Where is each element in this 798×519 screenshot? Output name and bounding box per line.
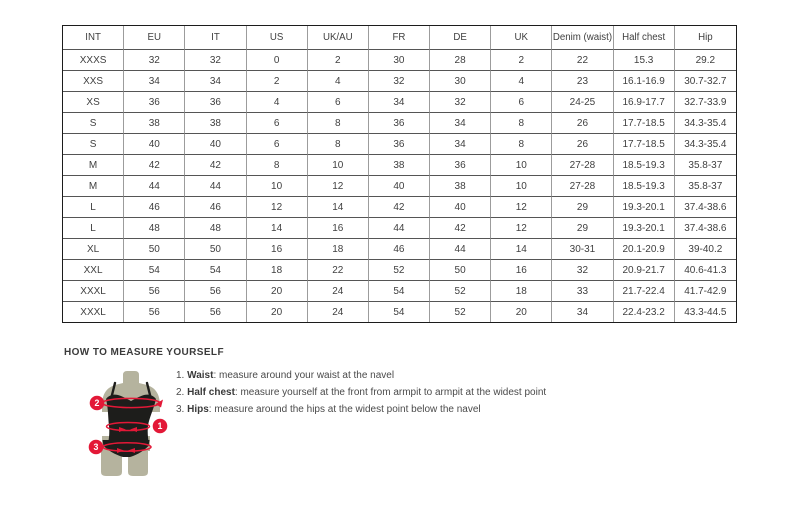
size-value-cell: 4 [491,71,552,92]
size-value-cell: 32 [185,50,246,71]
size-value-cell: 34 [185,71,246,92]
size-value-cell: 39-40.2 [675,239,736,260]
size-value-cell: 27-28 [552,155,613,176]
instruction-text: : measure around the hips at the widest point below the navel [208,404,481,415]
column-header-it: IT [185,26,246,50]
size-row-m [63,176,736,197]
size-value-cell: 56 [124,281,185,302]
instruction-item-2 [176,388,546,398]
size-row-xl [63,239,736,260]
size-value-cell: 24 [308,302,369,322]
size-value-cell: 36 [124,92,185,113]
size-value-cell: 19.3-20.1 [614,218,675,239]
size-label-cell: S [63,113,124,134]
size-value-cell: 40 [369,176,430,197]
size-label-cell: XXXL [63,302,124,322]
waist-badge-number: 1 [157,421,163,432]
size-label-cell: XXS [63,71,124,92]
size-value-cell: 42 [124,155,185,176]
size-value-cell: 22 [308,260,369,281]
instructions-list [176,371,546,422]
size-value-cell: 32 [369,71,430,92]
size-label-cell: XL [63,239,124,260]
size-value-cell: 56 [185,281,246,302]
size-value-cell: 30 [430,71,491,92]
size-value-cell: 40 [124,134,185,155]
size-value-cell: 48 [124,218,185,239]
size-value-cell: 35.8-37 [675,176,736,197]
size-value-cell: 6 [308,92,369,113]
size-value-cell: 26 [552,113,613,134]
size-value-cell: 38 [185,113,246,134]
size-value-cell: 14 [308,197,369,218]
size-label-cell: L [63,218,124,239]
size-value-cell: 12 [491,218,552,239]
size-value-cell: 23 [552,71,613,92]
size-value-cell: 29 [552,197,613,218]
size-row-xxxl [63,281,736,302]
column-header-half-chest: Half chest [614,26,675,50]
size-value-cell: 34 [430,134,491,155]
instruction-term: Waist [187,370,214,381]
column-header-fr: FR [369,26,430,50]
size-label-cell: XXXS [63,50,124,71]
size-row-xxs [63,71,736,92]
size-value-cell: 21.7-22.4 [614,281,675,302]
size-value-cell: 26 [552,134,613,155]
instruction-number: 2. [176,387,188,398]
size-value-cell: 43.3-44.5 [684,306,727,318]
size-value-cell: 18 [491,281,552,302]
size-label-cell: XXXL [63,281,124,302]
size-value-cell: 10 [247,176,308,197]
size-value-cell: 10 [308,155,369,176]
size-row-l [63,197,736,218]
how-to-measure-title: HOW TO MEASURE YOURSELF [64,347,224,358]
size-value-cell: 12 [308,176,369,197]
size-value-cell: 15.3 [614,50,675,71]
size-value-cell: 50 [185,239,246,260]
size-value-cell: 6 [247,113,308,134]
size-value-cell: 18 [247,260,308,281]
instruction-text: : measure yourself at the front from armpit to armpit at the widest point [234,387,547,398]
size-value-cell: 36 [369,113,430,134]
size-value-cell: 46 [185,197,246,218]
size-value-cell: 44 [185,176,246,197]
size-row-s [63,134,736,155]
size-value-cell: 37.4-38.6 [675,218,736,239]
instruction-number: 1. [176,370,188,381]
size-value-cell: 16 [308,218,369,239]
size-value-cell: 54 [369,302,430,322]
size-value-cell: 8 [491,113,552,134]
size-value-cell: 30 [369,50,430,71]
size-value-cell: 32 [552,260,613,281]
size-value-cell: 0 [247,50,308,71]
size-value-cell: 6 [491,92,552,113]
size-value-cell: 30.7-32.7 [675,71,736,92]
mannequin-figure [101,371,160,476]
size-value-cell: 42 [430,218,491,239]
size-value-cell: 32.7-33.9 [675,92,736,113]
size-value-cell: 44 [430,239,491,260]
size-row-xs [63,92,736,113]
instruction-term: Hips [187,404,209,415]
size-value-cell: 48 [185,218,246,239]
size-value-cell: 40.6-41.3 [675,260,736,281]
size-value-cell: 32 [430,92,491,113]
size-value-cell: 8 [247,155,308,176]
half-chest-badge-number: 2 [94,398,100,409]
column-header-de: DE [430,26,491,50]
size-label-cell: L [63,197,124,218]
size-value-cell: 36 [369,134,430,155]
size-label-cell: M [63,155,124,176]
size-value-cell: 42 [369,197,430,218]
size-value-cell: 20 [491,302,552,322]
size-value-cell: 37.4-38.6 [675,197,736,218]
size-value-cell: 34.3-35.4 [675,113,736,134]
size-value-cell: 6 [247,134,308,155]
size-value-cell: 24-25 [552,92,613,113]
size-value-cell: 2 [491,50,552,71]
size-row-m [63,155,736,176]
size-value-cell: 4 [247,92,308,113]
size-row-xxxl [63,302,736,322]
size-value-cell: 19.3-20.1 [614,197,675,218]
size-value-cell: 34 [552,302,613,322]
size-value-cell: 4 [308,71,369,92]
size-value-cell: 38 [369,155,430,176]
size-value-cell: 16 [247,239,308,260]
camisole-top [106,395,156,441]
size-value-cell: 8 [308,113,369,134]
size-value-cell: 34.3-35.4 [675,134,736,155]
size-value-cell: 42 [185,155,246,176]
size-value-cell: 16.9-17.7 [614,92,675,113]
size-value-cell: 52 [430,302,491,322]
measurement-diagram [78,366,178,501]
size-value-cell: 10 [491,155,552,176]
size-value-cell: 50 [124,239,185,260]
size-value-cell: 8 [308,134,369,155]
size-value-cell: 20 [247,302,308,322]
column-header-eu: EU [124,26,185,50]
size-value-cell: 44 [124,176,185,197]
size-value-cell: 36 [430,155,491,176]
size-value-cell: 46 [124,197,185,218]
size-chart-section [62,25,737,323]
size-value-cell: 50 [430,260,491,281]
instruction-text: : measure around your waist at the navel [213,370,395,381]
size-value-cell: 27-28 [552,176,613,197]
instruction-term: Half chest [187,387,235,398]
size-value-cell: 38 [124,113,185,134]
size-conversion-table [62,25,737,323]
size-value-cell: 2 [247,71,308,92]
column-header-us: US [247,26,308,50]
size-value-cell: 14 [491,239,552,260]
size-value-cell: 40 [430,197,491,218]
size-row-xxxs [63,50,736,71]
size-value-cell: 10 [491,176,552,197]
size-value-cell: 34 [124,71,185,92]
size-label-cell: XS [63,92,124,113]
size-value-cell: 32 [124,50,185,71]
size-value-cell: 52 [430,281,491,302]
half-chest-badge [90,396,105,411]
size-value-cell: 16 [491,260,552,281]
size-value-cell: 29.2 [675,50,736,71]
size-value-cell: 17.7-18.5 [614,134,675,155]
size-value-cell: 52 [369,260,430,281]
size-value-cell: 20 [247,281,308,302]
size-value-cell: 18.5-19.3 [614,155,675,176]
column-header-int: INT [63,26,124,50]
size-value-cell: 38 [430,176,491,197]
size-value-cell: 14 [247,218,308,239]
column-header-denim-waist-: Denim (waist) [552,26,613,50]
size-value-cell: 54 [369,281,430,302]
size-value-cell: 2 [308,50,369,71]
instruction-item-1 [176,371,546,381]
size-value-cell: 41.7-42.9 [675,281,736,302]
size-value-cell: 18 [308,239,369,260]
size-value-cell: 17.7-18.5 [614,113,675,134]
size-value-cell: 20.1-20.9 [614,239,675,260]
size-value-cell: 34 [430,113,491,134]
size-value-cell: 44 [369,218,430,239]
size-value-cell: 34 [369,92,430,113]
size-value-cell: 56 [124,302,185,322]
size-table-body [63,50,736,322]
size-label-cell: S [63,134,124,155]
size-value-cell: 56 [185,302,246,322]
size-value-cell: 16.1-16.9 [614,71,675,92]
size-value-cell: 46 [369,239,430,260]
size-value-cell: 8 [491,134,552,155]
size-value-cell: 12 [247,197,308,218]
column-header-uk-au: UK/AU [308,26,369,50]
hips-badge [89,440,104,455]
size-row-s [63,113,736,134]
hips-badge-number: 3 [93,442,99,453]
size-value-cell: 54 [185,260,246,281]
size-table-header-row [63,26,736,50]
column-header-hip: Hip [675,26,736,50]
instruction-item-3 [176,405,546,415]
size-value-cell: 12 [491,197,552,218]
size-label-cell: M [63,176,124,197]
size-value-cell: 24 [308,281,369,302]
size-value-cell: 35.8-37 [675,155,736,176]
column-header-uk: UK [491,26,552,50]
size-value-cell: 28 [430,50,491,71]
size-value-cell: 36 [185,92,246,113]
size-label-cell: XXL [63,260,124,281]
size-value-cell: 29 [552,218,613,239]
size-value-cell: 18.5-19.3 [614,176,675,197]
size-value-cell: 20.9-21.7 [614,260,675,281]
size-value-cell: 54 [124,260,185,281]
size-value-cell: 40 [185,134,246,155]
instruction-number: 3. [176,404,188,415]
size-value-cell: 30-31 [552,239,613,260]
size-value-cell: 33 [552,281,613,302]
size-row-l [63,218,736,239]
size-value-cell: 22.4-23.2 [614,302,675,322]
size-row-xxl [63,260,736,281]
size-value-cell: 22 [552,50,613,71]
waist-badge [153,419,168,434]
